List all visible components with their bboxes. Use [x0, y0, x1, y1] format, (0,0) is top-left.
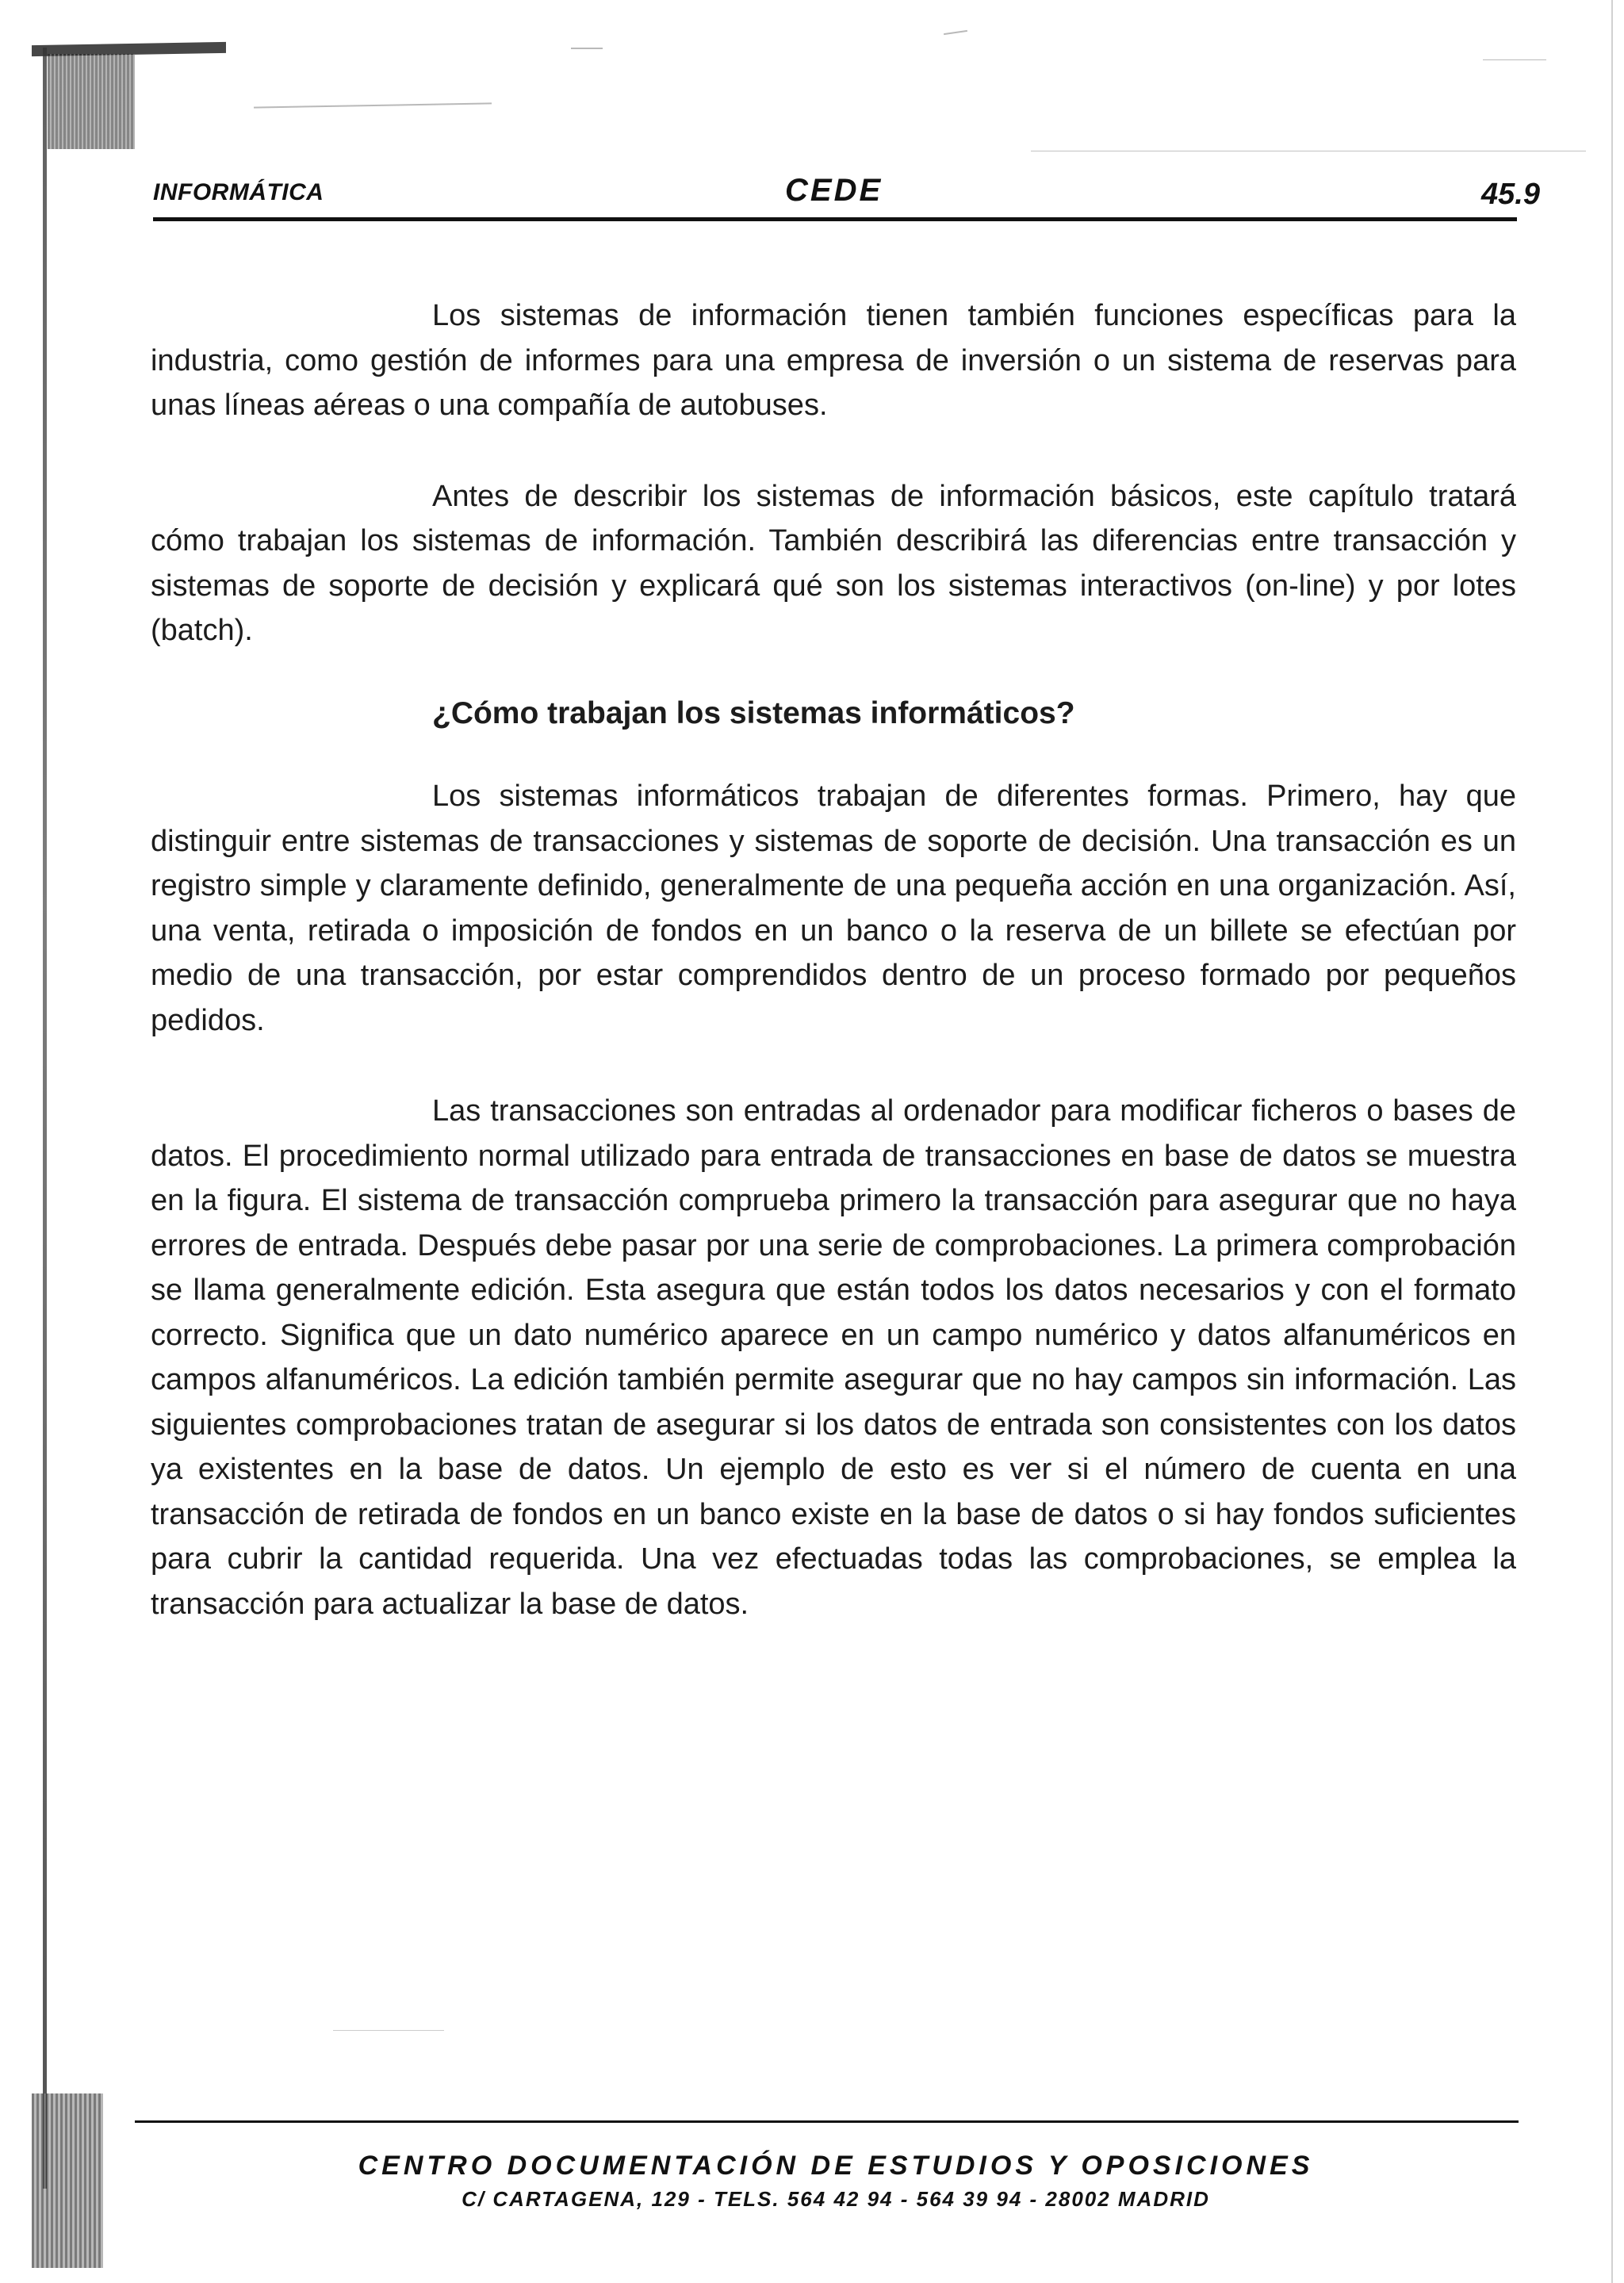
header-subject: INFORMÁTICA — [153, 179, 324, 205]
header-publisher-logo: CEDE — [785, 173, 883, 208]
paragraph: Los sistemas informáticos trabajan de diferentes formas. Primero, hay que distinguir entre sistemas de transacciones y sistemas de soporte de decisión. Una transacción es un registro simple y claramente definido, generalmente de una pequeña acción en una organización. Así, una venta, retirada o imposición de fondos en un banco o la reserva de un billete se efectúan por medio de una transacción, por estar comprendidos dentro de un proceso formado por pequeños pedidos. — [151, 780, 1516, 1037]
section-heading: ¿Cómo trabajan los sistemas informáticos? — [432, 695, 1075, 730]
paragraph: Los sistemas de información tienen también funciones específicas para la industria, como gestión de informes para una empresa de inversión o un sistema de reservas para unas líneas aéreas o una compañía de autobuses. — [151, 299, 1516, 422]
scan-edge-right — [1611, 0, 1613, 2283]
scan-binding-edge-left — [43, 48, 47, 2189]
paragraph: Las transacciones son entradas al ordenador para modificar ficheros o bases de datos. El procedimiento normal utilizado para entrada de transacciones en base de datos se muestra en la figura. El sistema de transacción comprueba primero la transacción para asegurar que no haya errores de entrada. Después debe pasar por una serie de comprobaciones. La primera comprobación se llama generalmente edición. Esta asegura que están todos los datos necesarios y con el formato correcto. Significa que un dato numérico aparece en un campo numérico y datos alfanuméricos en campos alfanuméricos. La edición también permite asegurar que no hay campos sin información. Las siguientes comprobaciones tratan de asegurar si los datos de entrada son consistentes con los datos ya existentes en la base de datos. Un ejemplo de esto es ver si el número de cuenta en una transacción de retirada de fondos en un banco existe en la base de datos o si hay fondos suficientes para cubrir la cantidad requerida. Una vez efectuadas todas las comprobaciones, se emplea la transacción para actualizar la base de datos. — [151, 1094, 1516, 1621]
body-text — [151, 293, 1516, 1672]
footer-rule — [135, 2120, 1519, 2123]
page-number: 45.9 — [1481, 178, 1540, 211]
scan-noise-line — [254, 102, 492, 108]
scan-noise-line — [333, 2030, 444, 2031]
scan-noise-line — [944, 30, 967, 35]
footer-organization: CENTRO DOCUMENTACIÓN DE ESTUDIOS Y OPOSICIONES — [358, 2151, 1314, 2181]
footer-address: C/ CARTAGENA, 129 - TELS. 564 42 94 - 564 39 94 - 28002 MADRID — [462, 2187, 1210, 2211]
scan-smudge-top — [48, 54, 135, 149]
scan-noise-line — [571, 48, 603, 49]
paragraph: Antes de describir los sistemas de información básicos, este capítulo tratará cómo trabajan los sistemas de información. También describirá las diferencias entre transacción y sistemas de soporte de decisión y explicará qué son los sistemas interactivos (on-line) y por lotes (batch). — [151, 479, 1516, 647]
scan-noise-line — [1483, 59, 1546, 60]
header-rule — [153, 217, 1517, 221]
